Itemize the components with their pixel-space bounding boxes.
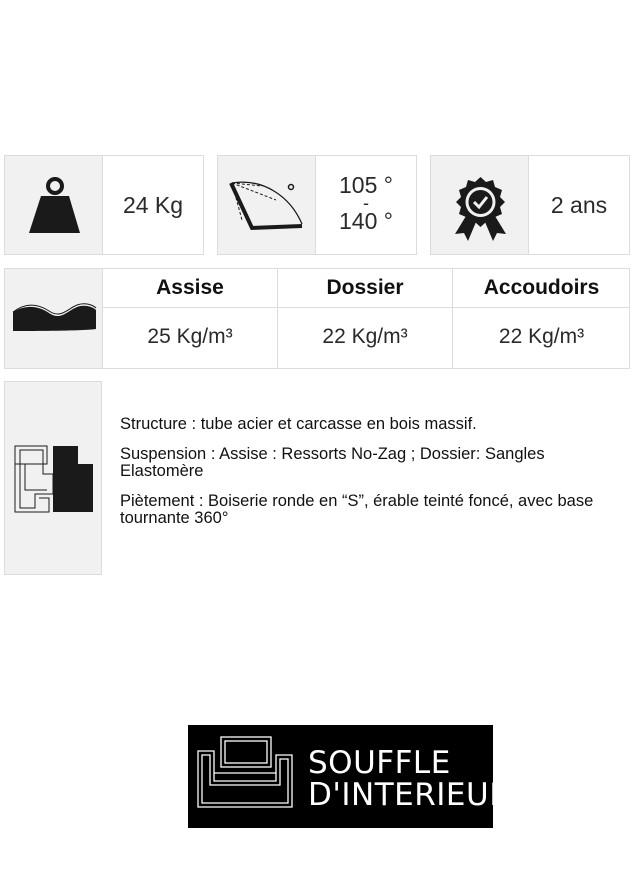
recline-values xyxy=(316,155,416,255)
warranty-icon-cell xyxy=(430,155,529,255)
spec-pietement: Piètement : Boiserie ronde en “S”, érable teinté foncé, avec base tournante 360° xyxy=(120,492,594,527)
density-header-line xyxy=(103,307,630,308)
sofa-logo-icon xyxy=(188,725,298,828)
recline-angle-icon xyxy=(218,156,317,256)
density-header-assise: Assise xyxy=(156,276,224,299)
frame-structure-icon xyxy=(5,382,103,576)
warranty-value: 2 ans xyxy=(550,191,608,218)
density-value-dossier: 22 Kg/m³ xyxy=(322,325,408,348)
spec-structure: Structure : tube acier et carcasse en bois massif. xyxy=(120,415,477,433)
specs-icon-cell xyxy=(4,381,102,575)
recline-max: 140 ° xyxy=(339,208,393,234)
warranty-badge-icon xyxy=(431,156,530,256)
density-header-dossier: Dossier xyxy=(326,276,404,299)
density-header-accoudoirs: Accoudoirs xyxy=(483,276,600,299)
recline-separator: - xyxy=(363,193,369,213)
density-value-accoudoirs: 22 Kg/m³ xyxy=(498,325,585,348)
weight-icon-cell xyxy=(4,155,103,255)
brand-name-line1: SOUFFLE xyxy=(308,745,451,781)
foam-cushion-icon xyxy=(5,269,104,370)
density-icon-cell xyxy=(4,268,103,369)
brand-name-line2: D'INTERIEUR xyxy=(308,777,512,813)
brand-logo xyxy=(188,725,512,828)
recline-min: 105 ° xyxy=(339,172,393,198)
recline-icon-cell xyxy=(217,155,316,255)
spec-suspension: Suspension : Assise : Ressorts No-Zag ; Dossier: Sangles Elastomère xyxy=(120,445,545,480)
density-value-assise: 25 Kg/m³ xyxy=(147,325,233,348)
weight-icon xyxy=(5,156,104,256)
weight-value: 24 Kg xyxy=(122,191,184,218)
